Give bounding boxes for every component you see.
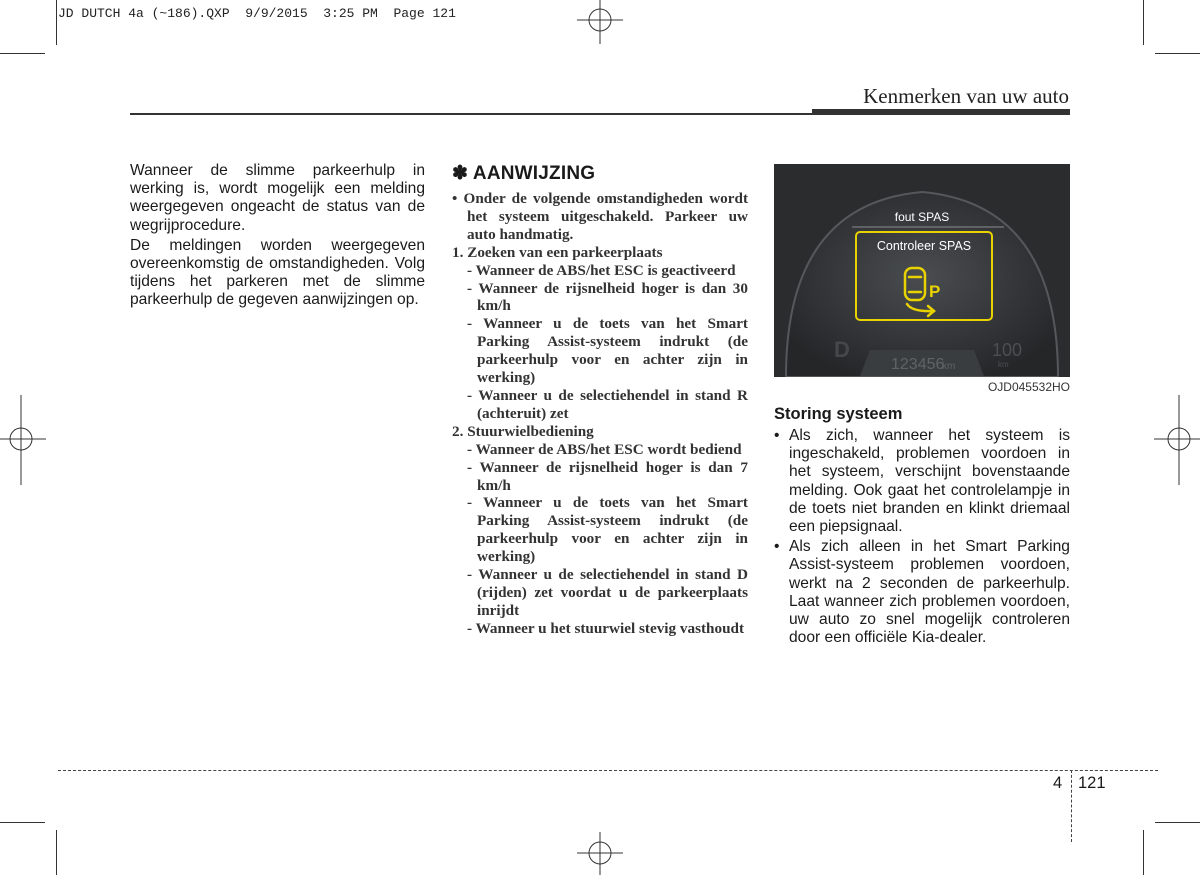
section-title: Storing systeem: [774, 405, 903, 423]
crop-mark: [56, 830, 57, 875]
header-rule: [130, 113, 812, 115]
note-subheading: 2. Stuurwielbediening: [452, 422, 594, 440]
intro-paragraph: De meldingen worden weergegeven overeenkomstig de omstandigheden. Volg tijdens het parkeren met de slimme parkeerhulp de gegeven aanwijzingen op.: [130, 236, 425, 309]
note-body: [452, 190, 748, 638]
range-unit: km: [998, 360, 1009, 369]
registration-mark-left: [0, 395, 46, 485]
note-item: - Wanneer de rijsnelheid hoger is dan 30 km/h: [467, 279, 748, 315]
note-item: - Wanneer u de toets van het Smart Parking Assist-systeem indrukt (de parkeerhulp voor en achter zijn in werking): [467, 315, 748, 387]
parking-letter: P: [929, 282, 941, 301]
crop-mark: [1155, 822, 1200, 823]
range-value: 100: [992, 340, 1023, 360]
crop-mark: [1143, 830, 1144, 875]
registration-mark-top: [575, 0, 625, 44]
note-title: AANWIJZING: [472, 163, 596, 184]
note-item: - Wanneer u de toets van het Smart Parking Assist-systeem indrukt (de parkeerhulp voor en achter zijn in werking): [467, 494, 748, 566]
crop-mark: [0, 53, 45, 54]
gear-indicator: D: [834, 337, 850, 362]
header-rule-accent: [812, 109, 1070, 115]
footer-rule: [58, 770, 1158, 771]
cluster-figure: [774, 164, 1070, 397]
footer-divider: [1071, 770, 1072, 842]
instrument-cluster-illustration: [774, 164, 1070, 377]
note-box: [452, 162, 748, 638]
page-number: 121: [1078, 774, 1106, 792]
intro-text: [130, 162, 425, 312]
note-item: - Wanneer u de selectiehendel in stand D (rijden) zet voordat u de parkeerplaats inrijdt: [467, 566, 748, 619]
note-item: - Wanneer de ABS/het ESC wordt bediend: [467, 440, 742, 458]
chapter-title: Kenmerken van uw auto: [863, 84, 1069, 108]
crop-mark: [0, 822, 45, 823]
intro-paragraph: Wanneer de slimme parkeerhulp in werking is, wordt mogelijk een melding weergegeven ongeacht de status van de wegrijprocedure.: [130, 162, 425, 234]
fault-label: fout SPAS: [894, 210, 950, 224]
note-intro: • Onder de volgende omstandigheden wordt het systeem uitgeschakeld. Parkeer uw auto handmatig.: [452, 190, 748, 243]
crop-mark: [56, 0, 57, 45]
registration-mark-bottom: [575, 832, 625, 875]
list-item: • Als zich, wanneer het systeem is ingeschakeld, problemen voordoen in het systeem, verschijnt bovenstaande melding. Ook gaat het controlelampje in de toets niet branden en klinkt driemaal een piepsignaal.: [774, 427, 1070, 536]
crop-mark: [1155, 53, 1200, 54]
registration-mark-right: [1154, 395, 1200, 485]
list-item: • Als zich alleen in het Smart Parking Assist-systeem problemen voordoen, werkt na 2 seconden de parkeerhulp. Laat wanneer zich problemen voordoen, uw auto zo snel mogelijk controleren door een officiële Kia-dealer.: [774, 538, 1070, 647]
print-slug: JD DUTCH 4a (~186).QXP 9/9/2015 3:25 PM Page 121: [58, 6, 456, 21]
note-item: - Wanneer de rijsnelheid hoger is dan 7 km/h: [467, 458, 748, 494]
figure-caption: OJD045532HO: [774, 377, 1070, 397]
note-item: - Wanneer de ABS/het ESC is geactiveerd: [467, 261, 736, 279]
right-column: [774, 164, 1070, 649]
chapter-number: 4: [1053, 774, 1063, 792]
note-heading: [452, 162, 748, 185]
section-list: [774, 427, 1070, 647]
odometer-value: 123456: [891, 356, 945, 373]
note-item: - Wanneer u het stuurwiel stevig vasthoudt: [467, 619, 745, 637]
note-star-icon: ✽: [452, 163, 469, 184]
crop-mark: [1143, 0, 1144, 45]
warning-text: Controleer SPAS: [876, 239, 972, 253]
odometer-unit: km: [942, 361, 956, 372]
note-subheading: 1. Zoeken van een parkeerplaats: [452, 243, 663, 261]
note-item: - Wanneer u de selectiehendel in stand R (achteruit) zet: [467, 386, 748, 422]
